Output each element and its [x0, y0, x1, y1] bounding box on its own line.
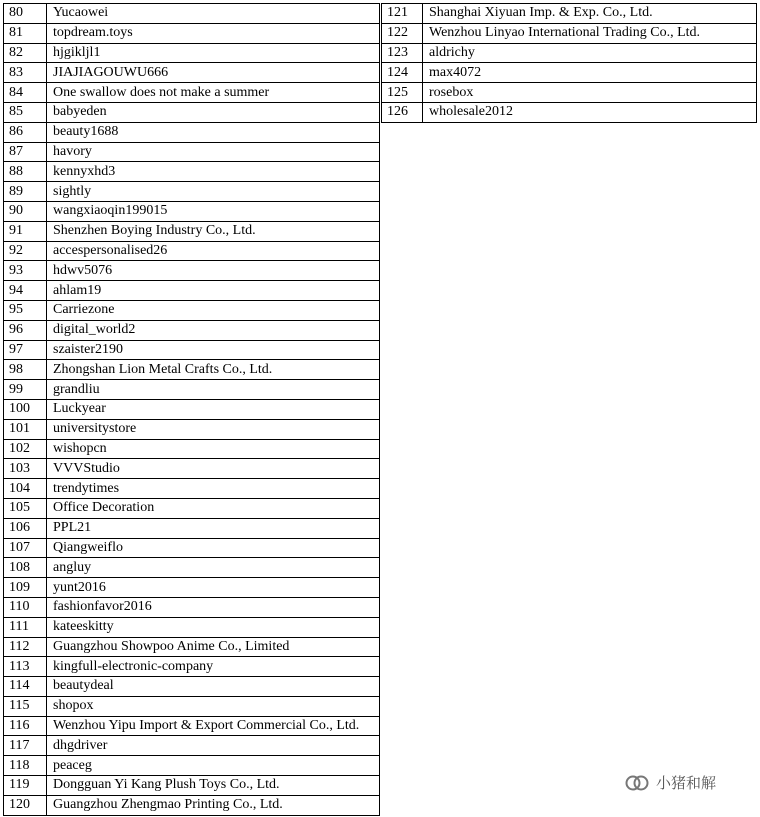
table-row: [4, 736, 380, 756]
table-row: [4, 380, 380, 400]
table-row: [382, 63, 757, 83]
watermark: [624, 772, 716, 793]
row-number: 110: [4, 597, 47, 617]
seller-name: sightly: [47, 182, 380, 202]
table-row: [4, 518, 380, 538]
seller-name: hdwv5076: [47, 261, 380, 281]
seller-name: Guangzhou Zhengmao Printing Co., Ltd.: [47, 795, 380, 815]
seller-name: Guangzhou Showpoo Anime Co., Limited: [47, 637, 380, 657]
row-number: 126: [382, 102, 423, 122]
table-row: [4, 578, 380, 598]
row-number: 91: [4, 221, 47, 241]
row-number: 105: [4, 498, 47, 518]
row-number: 111: [4, 617, 47, 637]
seller-name: Carriezone: [47, 300, 380, 320]
seller-name: universitystore: [47, 419, 380, 439]
seller-name: wholesale2012: [423, 102, 757, 122]
seller-name: hjgikljl1: [47, 43, 380, 63]
row-number: 93: [4, 261, 47, 281]
table-row: [4, 83, 380, 103]
seller-name: peaceg: [47, 756, 380, 776]
row-number: 106: [4, 518, 47, 538]
table-row: [4, 221, 380, 241]
table-row: [4, 340, 380, 360]
table-row: [4, 419, 380, 439]
table-row: [4, 261, 380, 281]
seller-name: Wenzhou Linyao International Trading Co., Ltd.: [423, 23, 757, 43]
seller-name: Zhongshan Lion Metal Crafts Co., Ltd.: [47, 360, 380, 380]
seller-name: kingfull-electronic-company: [47, 657, 380, 677]
table-row: [4, 657, 380, 677]
row-number: 103: [4, 459, 47, 479]
row-number: 87: [4, 142, 47, 162]
row-number: 113: [4, 657, 47, 677]
table-row: [4, 776, 380, 796]
row-number: 108: [4, 558, 47, 578]
row-number: 112: [4, 637, 47, 657]
row-number: 89: [4, 182, 47, 202]
table-row: [382, 102, 757, 122]
seller-name: trendytimes: [47, 479, 380, 499]
row-number: 84: [4, 83, 47, 103]
row-number: 81: [4, 23, 47, 43]
table-row: [4, 360, 380, 380]
row-number: 114: [4, 677, 47, 697]
seller-name: shopox: [47, 696, 380, 716]
table-row: [4, 142, 380, 162]
row-number: 96: [4, 320, 47, 340]
seller-name: topdream.toys: [47, 23, 380, 43]
row-number: 86: [4, 122, 47, 142]
table-row: [4, 795, 380, 815]
seller-name: digital_world2: [47, 320, 380, 340]
seller-name: kateeskitty: [47, 617, 380, 637]
seller-name: wangxiaoqin199015: [47, 201, 380, 221]
table-row: [4, 677, 380, 697]
table-row: [4, 716, 380, 736]
table-row: [382, 23, 757, 43]
table-row: [4, 241, 380, 261]
seller-name: Qiangweiflo: [47, 538, 380, 558]
row-number: 123: [382, 43, 423, 63]
wechat-channel-icon: [624, 774, 650, 792]
seller-name: szaister2190: [47, 340, 380, 360]
row-number: 94: [4, 281, 47, 301]
seller-name: fashionfavor2016: [47, 597, 380, 617]
row-number: 82: [4, 43, 47, 63]
seller-name: Wenzhou Yipu Import & Export Commercial Co., Ltd.: [47, 716, 380, 736]
watermark-text: 小猪和解: [656, 774, 717, 792]
table-row: [4, 498, 380, 518]
row-number: 101: [4, 419, 47, 439]
table-row: [4, 281, 380, 301]
seller-name: kennyxhd3: [47, 162, 380, 182]
table-row: [4, 63, 380, 83]
row-number: 115: [4, 696, 47, 716]
row-number: 97: [4, 340, 47, 360]
row-number: 85: [4, 102, 47, 122]
table-row: [4, 300, 380, 320]
row-number: 124: [382, 63, 423, 83]
seller-name: One swallow does not make a summer: [47, 83, 380, 103]
row-number: 116: [4, 716, 47, 736]
table-row: [4, 756, 380, 776]
seller-name: dhgdriver: [47, 736, 380, 756]
row-number: 90: [4, 201, 47, 221]
table-row: [4, 122, 380, 142]
seller-name: max4072: [423, 63, 757, 83]
seller-name: beautydeal: [47, 677, 380, 697]
table-row: [4, 558, 380, 578]
table-row: [4, 637, 380, 657]
seller-name: JIAJIAGOUWU666: [47, 63, 380, 83]
row-number: 104: [4, 479, 47, 499]
row-number: 125: [382, 83, 423, 103]
table-row: [4, 320, 380, 340]
seller-table-right: [381, 3, 757, 123]
table-row: [4, 617, 380, 637]
table-row: [4, 162, 380, 182]
seller-name: grandliu: [47, 380, 380, 400]
row-number: 109: [4, 578, 47, 598]
table-row: [4, 439, 380, 459]
row-number: 120: [4, 795, 47, 815]
seller-name: PPL21: [47, 518, 380, 538]
seller-name: babyeden: [47, 102, 380, 122]
seller-name: havory: [47, 142, 380, 162]
table-row: [4, 182, 380, 202]
seller-name: Dongguan Yi Kang Plush Toys Co., Ltd.: [47, 776, 380, 796]
table-row: [4, 23, 380, 43]
row-number: 117: [4, 736, 47, 756]
seller-name: beauty1688: [47, 122, 380, 142]
seller-name: wishopcn: [47, 439, 380, 459]
row-number: 88: [4, 162, 47, 182]
row-number: 107: [4, 538, 47, 558]
table-row: [382, 83, 757, 103]
seller-name: Shanghai Xiyuan Imp. & Exp. Co., Ltd.: [423, 4, 757, 24]
row-number: 99: [4, 380, 47, 400]
row-number: 95: [4, 300, 47, 320]
row-number: 98: [4, 360, 47, 380]
table-row: [4, 538, 380, 558]
seller-name: angluy: [47, 558, 380, 578]
seller-name: Office Decoration: [47, 498, 380, 518]
table-row: [382, 43, 757, 63]
seller-name: Shenzhen Boying Industry Co., Ltd.: [47, 221, 380, 241]
seller-name: rosebox: [423, 83, 757, 103]
table-row: [4, 43, 380, 63]
table-row: [4, 201, 380, 221]
seller-name: Yucaowei: [47, 4, 380, 24]
table-row: [4, 479, 380, 499]
seller-name: Luckyear: [47, 399, 380, 419]
table-row: [4, 597, 380, 617]
table-row: [4, 459, 380, 479]
table-row: [4, 102, 380, 122]
seller-name: yunt2016: [47, 578, 380, 598]
seller-name: accespersonalised26: [47, 241, 380, 261]
row-number: 100: [4, 399, 47, 419]
table-row: [4, 399, 380, 419]
table-row: [4, 696, 380, 716]
row-number: 83: [4, 63, 47, 83]
table-row: [382, 4, 757, 24]
row-number: 80: [4, 4, 47, 24]
seller-name: VVVStudio: [47, 459, 380, 479]
seller-name: ahlam19: [47, 281, 380, 301]
row-number: 122: [382, 23, 423, 43]
seller-table-left: [3, 3, 380, 816]
seller-name: aldrichy: [423, 43, 757, 63]
row-number: 118: [4, 756, 47, 776]
row-number: 121: [382, 4, 423, 24]
row-number: 102: [4, 439, 47, 459]
row-number: 119: [4, 776, 47, 796]
row-number: 92: [4, 241, 47, 261]
table-row: [4, 4, 380, 24]
